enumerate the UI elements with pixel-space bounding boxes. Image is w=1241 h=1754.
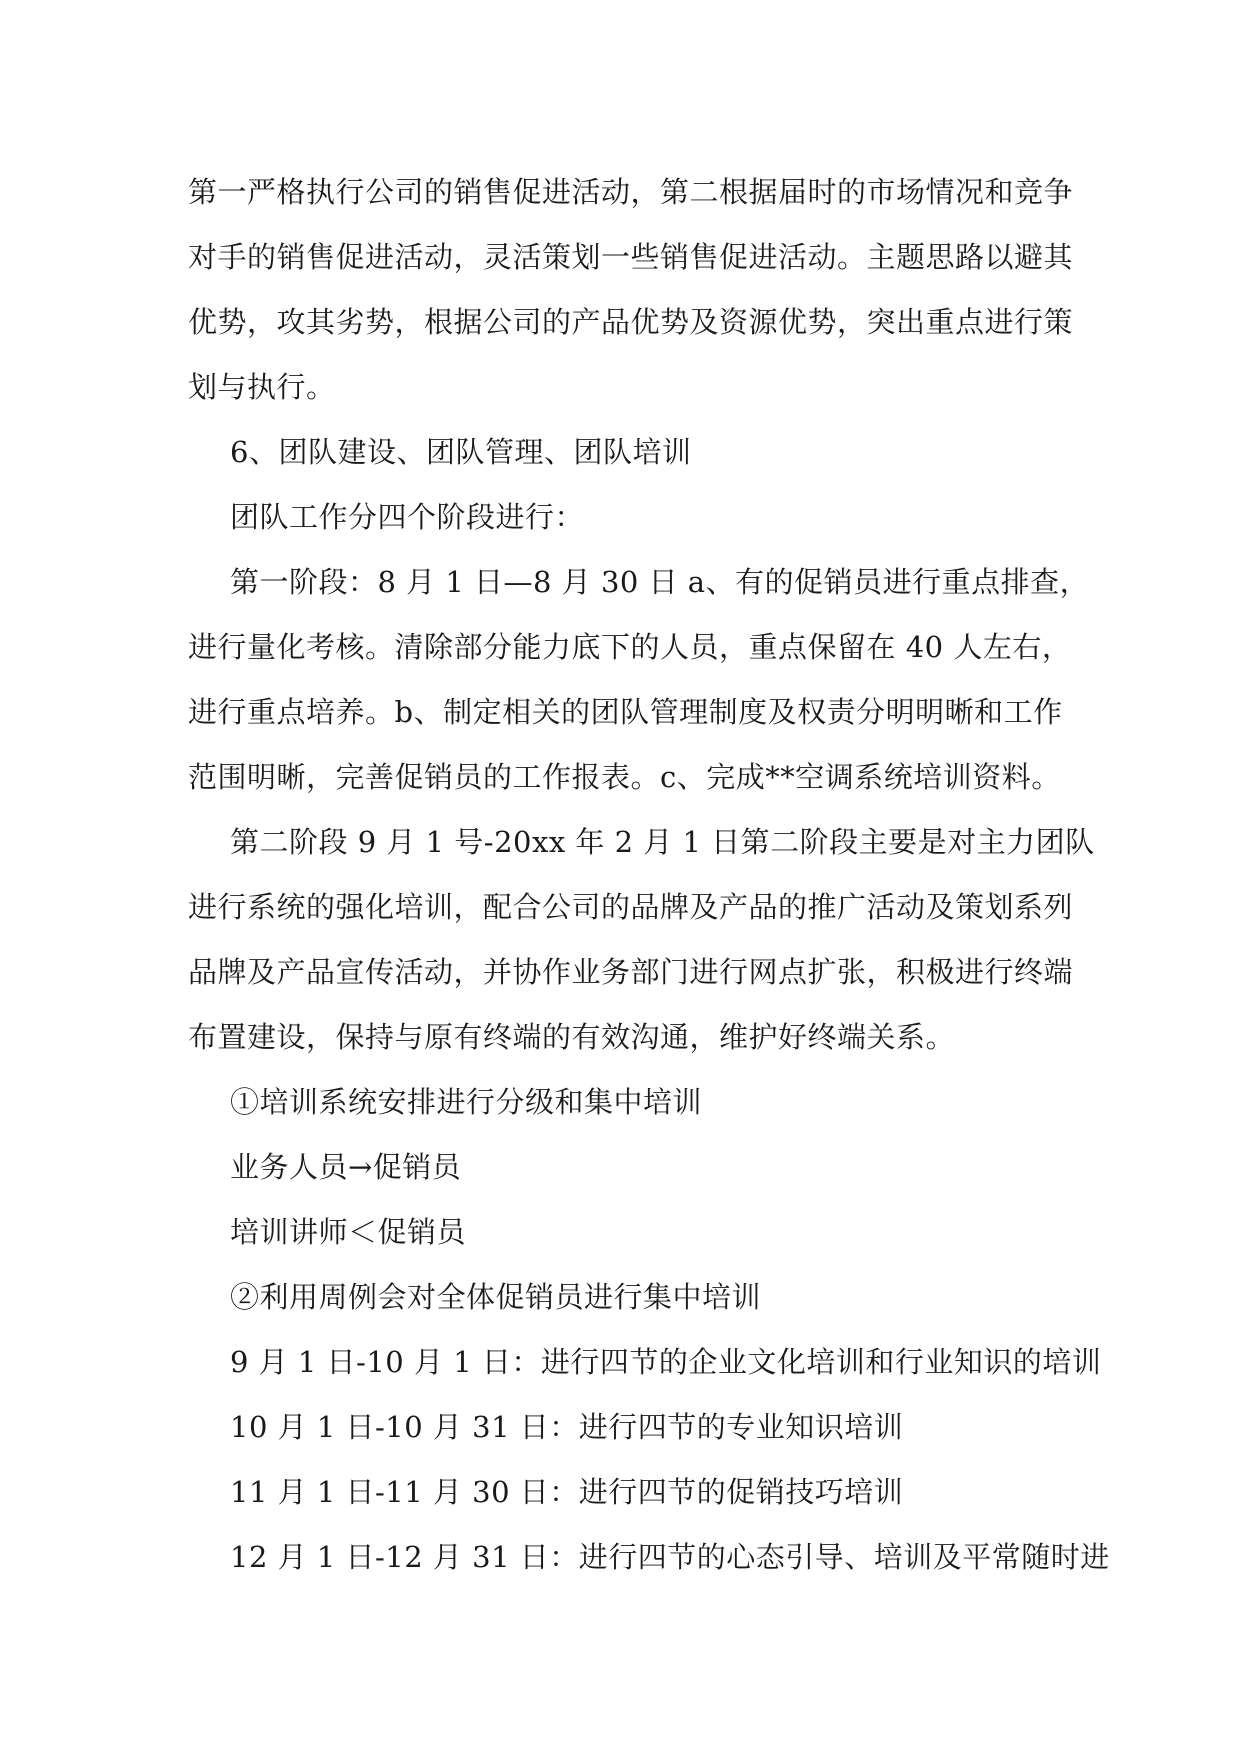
text-line: 优势，攻其劣势，根据公司的产品优势及资源优势，突出重点进行策 [188, 305, 1074, 339]
schedule-item: 11 月 1 日-11 月 30 日：进行四节的促销技巧培训 [230, 1475, 904, 1509]
text-line: 范围明晰，完善促销员的工作报表。c、完成**空调系统培训资料。 [188, 760, 1061, 794]
schedule-item: 12 月 1 日-12 月 31 日：进行四节的心态引导、培训及平常随时进 [230, 1540, 1110, 1574]
schedule-item: 10 月 1 日-10 月 31 日：进行四节的专业知识培训 [230, 1410, 904, 1444]
document-body [188, 160, 1110, 1590]
text-line: 进行重点培养。b、制定相关的团队管理制度及权责分明明晰和工作 [188, 695, 1063, 729]
text-line: 培训讲师＜促销员 [230, 1215, 467, 1249]
text-line: 业务人员→促销员 [230, 1150, 462, 1184]
text-line: ①培训系统安排进行分级和集中培训 [230, 1085, 703, 1119]
text-line: 进行系统的强化培训，配合公司的品牌及产品的推广活动及策划系列 [188, 890, 1074, 924]
text-line: 第二阶段 9 月 1 号-20xx 年 2 月 1 日第二阶段主要是对主力团队 [230, 825, 1095, 859]
text-line: 第一阶段：8 月 1 日—8 月 30 日 a、有的促销员进行重点排查， [230, 565, 1090, 599]
section-heading: 6、团队建设、团队管理、团队培训 [230, 435, 692, 469]
text-line: 第一严格执行公司的销售促进活动，第二根据届时的市场情况和竞争 [188, 175, 1074, 209]
text-line: 布置建设，保持与原有终端的有效沟通，维护好终端关系。 [188, 1020, 956, 1054]
text-line: 进行量化考核。清除部分能力底下的人员，重点保留在 40 人左右， [188, 630, 1072, 664]
text-line: ②利用周例会对全体促销员进行集中培训 [230, 1280, 762, 1314]
text-line: 对手的销售促进活动，灵活策划一些销售促进活动。主题思路以避其 [188, 240, 1074, 274]
text-line: 团队工作分四个阶段进行： [230, 500, 585, 534]
text-line: 划与执行。 [188, 370, 336, 404]
text-line: 品牌及产品宣传活动，并协作业务部门进行网点扩张，积极进行终端 [188, 955, 1074, 989]
schedule-item: 9 月 1 日-10 月 1 日：进行四节的企业文化培训和行业知识的培训 [230, 1345, 1102, 1379]
